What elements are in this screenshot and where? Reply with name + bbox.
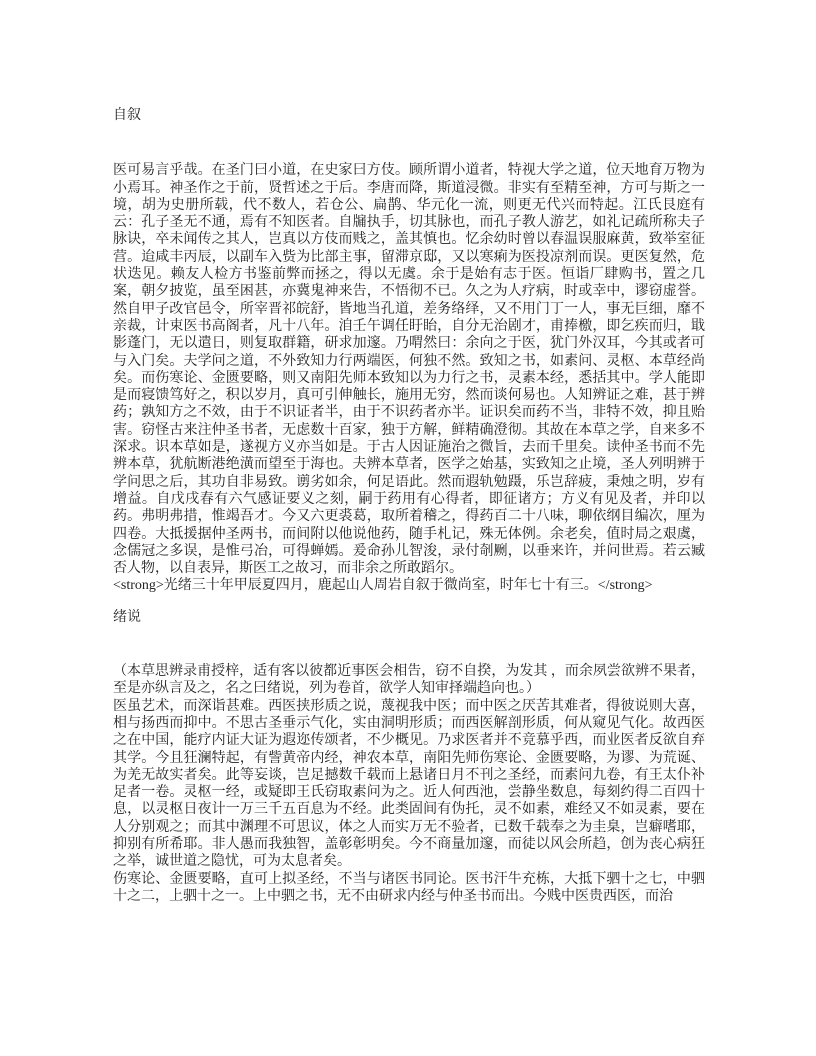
introduction-paragraph-2: 伤寒论、金匮要略，直可上拟圣经，不当与诸医书同论。医书汗牛充栋，大抵下驷十之七，中驷十之二，上驷十之一。上中驷之书，无不由研求内经与仲圣书而出。今贱中医贵西医，而治 [113, 871, 705, 904]
editors-note-paragraph: （本草思辨录甫授梓，适有客以彼都近事医会相告，窃不自揆，为发其 ，而余夙尝欲辨不果者，至是亦纵言及之，名之曰绪说，列为卷首，欲学人知审择端趋向也。） [113, 664, 705, 697]
self-preface-paragraph: 医可易言乎哉。在圣门曰小道，在史家曰方伎。顾所谓小道者，特视大学之道，位天地育万物为小焉耳。神圣作之于前，贤哲述之于后。李唐而降，斯道浸微。非实有至精至神，方可与斯之一境，胡为史册所载，代不数人，若仓公、扁鹊、华元化一流，则更无代兴而特起。江氏艮庭有云：孔子圣无不通，焉有不知医者。自牖执手，切其脉也，而孔子教人游艺，如礼记疏所称夫子脉诀，卒未闻传之其人，岂真以方伎而贱之，盖其慎也。忆余幼时曾以春温误服麻黄，致举室征营。迨咸丰丙辰，以副车入赀为比部主事，留滞京邸，又以寒痢为医投凉剂而误。更医复然，危状迭见。赖友人检方书鉴前弊而拯之，得以无虞。余于是始有志于医。恒诣厂肆购书，置之几案，朝夕披览，虽至困甚，亦冀鬼神来告，不悟彻不已。久之为人疗病，时或幸中，谬窃虚誉。然自甲子改官邑令，所宰晋祁皖舒，皆地当孔道，差务络绎，又不用门丁一人，事无巨细，靡不亲裁，计束医书高阁者，凡十八年。洎壬午调任盱眙，自分无治剧才，甫捧檄，即乞疾而归，戢影蓬门，无以遣日，则复取群籍，研求加邃。乃喟然曰：余向之于医，犹门外汉耳，今其或者可与入门矣。夫学问之道，不外致知力行两端医，何独不然。致知之书，如素问、灵枢、本草经尚矣。而伤寒论、金匮要略，则又南阳先师本致知以为力行之书，灵素本经，悉括其中。学人能即是而寝馈笃好之，积以岁月，真可引伸触长，施用无穷，然而谈何易也。人知辨证之难，甚于辨药；孰知方之不效，由于不识证者半，由于不识药者亦半。证识矣而药不当，非特不效，抑且贻害。窃怪古来注仲圣书者，无虑数十百家，独于方解，鲜精确澄彻。其故在本草之学，自来多不深求。识本草如是，遂视方义亦当如是。于古人因证施治之微旨，去而千里矣。读仲圣书而不先辨本草，犹航断港绝潢而望至于海也。夫辨本草者，医学之始基，实致知之止境，圣人列明辨于学问思之后，其功自非易致。谫劣如余，何足语此。然而遐轨勉蹑，乐岂辞疲，秉烛之明，岁有增益。自戊戌春有六气感证要义之刻，嗣于药用有心得者，即征诸方；方义有见及者，并印以药。弗明弗措，惟竭吾才。今又六更裘葛，取所着稽之，得药百二十八味，聊依纲目编次，厘为四卷。大抵援据仲圣两书，而间附以他说他药，随手札记，殊无体例。余老矣，值时局之艰虞，念儒冠之多误，是惟弓冶，可得蝉嫣。爰命孙儿智浚，录付剞劂，以垂来许，并问世焉。若云臧否人物，以自表异，斯医工之故习，而非余之所敢蹈尔。 [113, 163, 705, 577]
self-preface-heading: 自叙 [113, 108, 141, 123]
introduction-paragraph-1: 医虽艺术，而深诣甚难。西医挟形质之说，蔑视我中医；而中医之厌苦其难者，得彼说则大喜，相与扬西而抑中。不思古圣垂示气化，实由洞明形质；而西医解剖形质，何从窥见气化。故西医之在中国，能疗内证大证为遐迩传颂者，不少概见。乃求医者并不竞慕乎西，而业医者反欲自弃其学。今且狂澜特起，有訾黄帝内经，神农本草，南阳先师伤寒论、金匮要略，为谬、为荒诞、为羌无故实者矣。此等妄谈，岂足撼数千载而上悬诸日月不刊之圣经，而素问九卷，有王太仆补足者一卷。灵枢一经，或疑即王氏窃取素问为之。近人何西池，尝静坐数息，每刻约得二百四十息，以灵枢日夜计一万三千五百息为不经。此类固间有伪托，灵不如素，难经又不如灵素，要在人分别观之；而其中渊理不可思议，体之人而实万无不验者，已数千载奉之为圭臬，岂癖嗜耶，抑别有所希耶。非人愚而我独智，盖彰彰明矣。今不商量加邃，而徒以风会所趋，创为丧心病狂之举，诚世道之隐忧，可为太息者矣。 [113, 698, 705, 870]
strong-tag-signature-line: <strong>光绪三十年甲辰夏四月，鹿起山人周岩自叙于微尚室，时年七十有三。</strong> [113, 578, 653, 594]
introduction-heading: 绪说 [113, 609, 141, 625]
document-body [113, 107, 705, 905]
